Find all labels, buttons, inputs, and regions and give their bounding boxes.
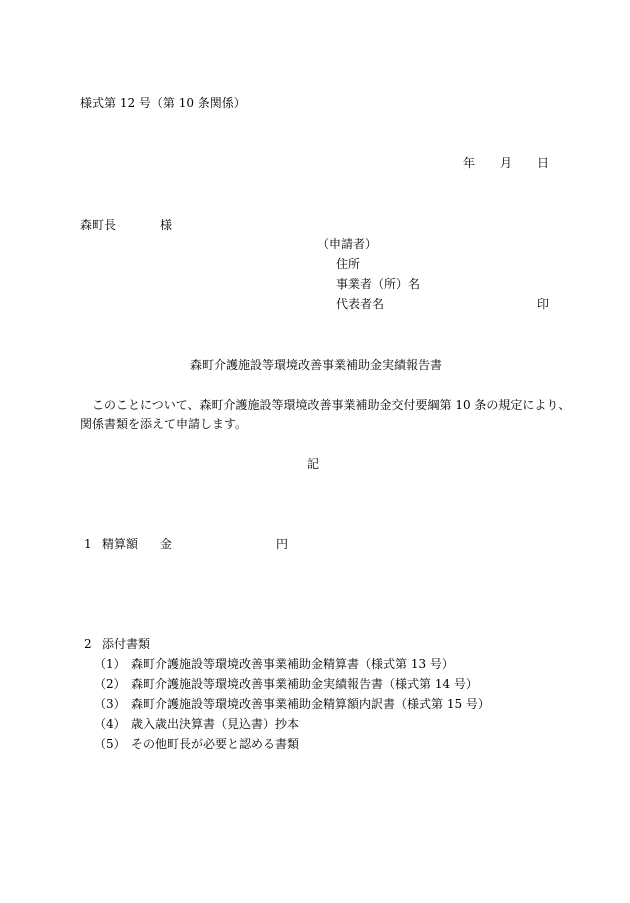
attachment-item-1-text: 森町介護施設等環境改善事業補助金精算書（様式第 13 号）	[131, 657, 454, 671]
settlement-amount-prefix: 金	[160, 537, 173, 551]
record-label: 記	[307, 457, 320, 471]
section-1-number: 1	[84, 537, 92, 551]
addressee-honorific: 様	[160, 218, 173, 232]
section-2-number: 2	[84, 637, 92, 651]
body-text-line-1: このことについて、森町介護施設等環境改善事業補助金交付要綱第 10 条の規定により、	[92, 398, 571, 412]
form-number: 様式第 12 号（第 10 条関係）	[80, 96, 246, 110]
attachment-item-1-number: （1）	[94, 657, 126, 671]
body-text-line-2: 関係書類を添えて申請します。	[80, 417, 248, 431]
attachment-item-2-number: （2）	[94, 677, 126, 691]
document-title: 森町介護施設等環境改善事業補助金実績報告書	[190, 358, 443, 372]
date-year-label: 年	[463, 156, 476, 170]
attachment-item-5-text: その他町長が必要と認める書類	[131, 737, 300, 751]
applicant-address-label: 住所	[336, 257, 361, 271]
attachment-item-4-text: 歳入歳出決算書（見込書）抄本	[131, 717, 300, 731]
applicant-representative-label: 代表者名	[336, 297, 385, 311]
seal-mark: 印	[537, 297, 550, 311]
section-1-label: 精算額	[102, 537, 139, 551]
date-day-label: 日	[537, 156, 550, 170]
attachment-item-4-number: （4）	[94, 717, 126, 731]
attachment-item-2-text: 森町介護施設等環境改善事業補助金実績報告書（様式第 14 号）	[131, 677, 478, 691]
attachment-item-5-number: （5）	[94, 737, 126, 751]
attachment-item-3-number: （3）	[94, 697, 126, 711]
section-2-label: 添付書類	[102, 637, 151, 651]
attachment-item-3-text: 森町介護施設等環境改善事業補助金精算額内訳書（様式第 15 号）	[131, 697, 490, 711]
applicant-heading: （申請者）	[317, 237, 378, 251]
date-month-label: 月	[500, 156, 513, 170]
applicant-business-name-label: 事業者（所）名	[336, 277, 421, 291]
addressee-name: 森町長	[80, 218, 117, 232]
settlement-amount-unit: 円	[276, 537, 289, 551]
